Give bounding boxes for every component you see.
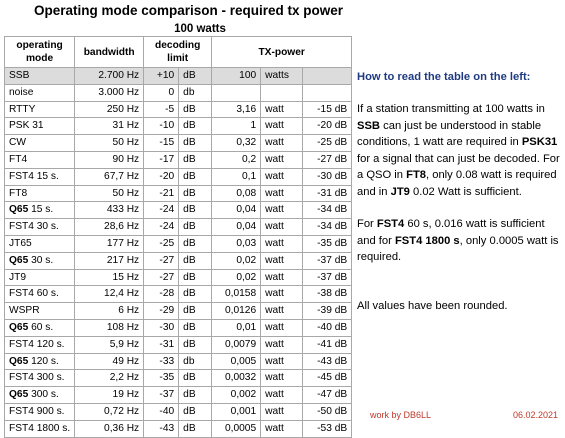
bandwidth-cell: 90 Hz <box>75 151 144 168</box>
tx-power-cell: 0,04 <box>212 219 261 236</box>
header-tx-power: TX-power <box>212 37 352 68</box>
relative-db-cell: -30 dB <box>303 168 352 185</box>
table-row <box>5 135 352 152</box>
mode-cell: FST4 120 s. <box>5 336 75 353</box>
bandwidth-cell: 2.700 Hz <box>75 68 144 85</box>
author-credit: work by DB6LL <box>370 410 432 420</box>
tx-power-cell: 3,16 <box>212 101 261 118</box>
decoding-unit-cell: db <box>179 353 212 370</box>
decoding-unit-cell: dB <box>179 118 212 135</box>
tx-power-cell: 0,005 <box>212 353 261 370</box>
tx-power-cell: 0,03 <box>212 235 261 252</box>
relative-db-cell: -37 dB <box>303 269 352 286</box>
decoding-limit-cell: +10 <box>144 68 179 85</box>
bandwidth-cell: 177 Hz <box>75 235 144 252</box>
mode-cell: FST4 300 s. <box>5 370 75 387</box>
tx-power-unit-cell: watt <box>261 101 303 118</box>
mode-cell: Q65 15 s. <box>5 202 75 219</box>
table-row <box>5 420 352 437</box>
tx-power-unit-cell: watt <box>261 235 303 252</box>
tx-power-unit-cell: watt <box>261 151 303 168</box>
table-body <box>5 68 352 438</box>
mode-cell: WSPR <box>5 303 75 320</box>
decoding-limit-cell: -30 <box>144 319 179 336</box>
tx-power-unit-cell: watt <box>261 303 303 320</box>
table-row <box>5 235 352 252</box>
tx-power-cell: 0,01 <box>212 319 261 336</box>
table-row <box>5 68 352 85</box>
bandwidth-cell: 50 Hz <box>75 135 144 152</box>
decoding-unit-cell: dB <box>179 336 212 353</box>
how-to-read-heading: How to read the table on the left: <box>357 71 531 83</box>
tx-power-cell: 0,0126 <box>212 303 261 320</box>
table-row <box>5 219 352 236</box>
bandwidth-cell: 19 Hz <box>75 387 144 404</box>
decoding-unit-cell: dB <box>179 135 212 152</box>
decoding-unit-cell: dB <box>179 370 212 387</box>
bandwidth-cell: 49 Hz <box>75 353 144 370</box>
decoding-limit-cell: -24 <box>144 202 179 219</box>
table-row <box>5 269 352 286</box>
tx-power-unit-cell: watt <box>261 135 303 152</box>
relative-db-cell <box>303 68 352 85</box>
decoding-unit-cell: dB <box>179 101 212 118</box>
tx-power-unit-cell: watt <box>261 370 303 387</box>
mode-cell: FST4 15 s. <box>5 168 75 185</box>
bandwidth-cell: 433 Hz <box>75 202 144 219</box>
table-row <box>5 101 352 118</box>
bandwidth-cell: 6 Hz <box>75 303 144 320</box>
table-row <box>5 151 352 168</box>
decoding-limit-cell: -20 <box>144 168 179 185</box>
decoding-unit-cell: dB <box>179 185 212 202</box>
decoding-unit-cell: dB <box>179 303 212 320</box>
relative-db-cell: -34 dB <box>303 202 352 219</box>
tx-power-unit-cell: watt <box>261 319 303 336</box>
decoding-limit-cell: 0 <box>144 84 179 101</box>
mode-cell: FST4 900 s. <box>5 403 75 420</box>
decoding-unit-cell: dB <box>179 219 212 236</box>
decoding-unit-cell: dB <box>179 68 212 85</box>
decoding-limit-cell: -28 <box>144 286 179 303</box>
tx-power-cell: 0,001 <box>212 403 261 420</box>
tx-power-unit-cell: watt <box>261 269 303 286</box>
relative-db-cell: -47 dB <box>303 387 352 404</box>
decoding-limit-cell: -21 <box>144 185 179 202</box>
tx-power-cell: 1 <box>212 118 261 135</box>
decoding-limit-cell: -43 <box>144 420 179 437</box>
tx-power-cell: 0,1 <box>212 168 261 185</box>
decoding-unit-cell: dB <box>179 420 212 437</box>
mode-cell: Q65 120 s. <box>5 353 75 370</box>
relative-db-cell: -31 dB <box>303 185 352 202</box>
decoding-unit-cell: dB <box>179 403 212 420</box>
table-row <box>5 387 352 404</box>
tx-power-cell: 0,32 <box>212 135 261 152</box>
tx-power-cell: 0,2 <box>212 151 261 168</box>
header-decoding-limit: decoding limit <box>144 37 212 68</box>
decoding-unit-cell: dB <box>179 151 212 168</box>
mode-comparison-table <box>4 36 352 438</box>
relative-db-cell: -35 dB <box>303 235 352 252</box>
rounding-note: All values have been rounded. <box>357 300 508 312</box>
tx-power-cell: 0,08 <box>212 185 261 202</box>
mode-cell: CW <box>5 135 75 152</box>
bandwidth-cell: 2,2 Hz <box>75 370 144 387</box>
decoding-limit-cell: -27 <box>144 252 179 269</box>
table-row <box>5 84 352 101</box>
decoding-limit-cell: -27 <box>144 269 179 286</box>
header-operating-mode: operating mode <box>5 37 75 68</box>
table-row <box>5 118 352 135</box>
bandwidth-cell: 108 Hz <box>75 319 144 336</box>
tx-power-cell: 0,04 <box>212 202 261 219</box>
page-title: Operating mode comparison - required tx power <box>34 3 344 18</box>
mode-cell: Q65 30 s. <box>5 252 75 269</box>
table-row <box>5 252 352 269</box>
mode-cell: FST4 1800 s. <box>5 420 75 437</box>
mode-cell: FST4 30 s. <box>5 219 75 236</box>
explanation-paragraph-2: For FST4 60 s, 0.016 watt is sufficient and for FST4 1800 s, only 0.0005 watt is required. <box>357 218 559 263</box>
tx-power-unit-cell: watt <box>261 185 303 202</box>
header-bandwidth: bandwidth <box>75 37 144 68</box>
relative-db-cell: -37 dB <box>303 252 352 269</box>
mode-cell: FT4 <box>5 151 75 168</box>
tx-power-unit-cell: watt <box>261 387 303 404</box>
relative-db-cell: -50 dB <box>303 403 352 420</box>
tx-power-cell: 100 <box>212 68 261 85</box>
mode-cell: PSK 31 <box>5 118 75 135</box>
tx-power-unit-cell: watt <box>261 252 303 269</box>
bandwidth-cell: 28,6 Hz <box>75 219 144 236</box>
explanation-paragraph-1: If a station transmitting at 100 watts in SSB can just be understood in stable conditions, 1 watt are required in PSK31 for a signal that can just be decoded. For a QSO in FT8, only 0.08 watt is required and in JT9 0.02 Watt is sufficient. <box>357 103 560 198</box>
tx-power-unit-cell: watt <box>261 202 303 219</box>
bandwidth-cell: 50 Hz <box>75 185 144 202</box>
decoding-limit-cell: -10 <box>144 118 179 135</box>
table-row <box>5 319 352 336</box>
relative-db-cell: -20 dB <box>303 118 352 135</box>
tx-power-unit-cell: watt <box>261 403 303 420</box>
bandwidth-cell: 67,7 Hz <box>75 168 144 185</box>
tx-power-unit-cell <box>261 84 303 101</box>
decoding-unit-cell: dB <box>179 269 212 286</box>
relative-db-cell: -41 dB <box>303 336 352 353</box>
mode-cell: noise <box>5 84 75 101</box>
decoding-limit-cell: -40 <box>144 403 179 420</box>
date-label: 06.02.2021 <box>513 410 559 420</box>
decoding-unit-cell: dB <box>179 387 212 404</box>
decoding-limit-cell: -15 <box>144 135 179 152</box>
relative-db-cell: -15 dB <box>303 101 352 118</box>
bandwidth-cell: 31 Hz <box>75 118 144 135</box>
tx-power-cell: 0,02 <box>212 252 261 269</box>
relative-db-cell: -43 dB <box>303 353 352 370</box>
table-row <box>5 370 352 387</box>
mode-cell: SSB <box>5 68 75 85</box>
relative-db-cell: -25 dB <box>303 135 352 152</box>
decoding-limit-cell: -31 <box>144 336 179 353</box>
tx-power-cell: 0,0005 <box>212 420 261 437</box>
relative-db-cell: -53 dB <box>303 420 352 437</box>
relative-db-cell: -45 dB <box>303 370 352 387</box>
tx-power-unit-cell: watt <box>261 118 303 135</box>
tx-power-unit-cell: watt <box>261 219 303 236</box>
decoding-unit-cell: dB <box>179 202 212 219</box>
tx-power-unit-cell: watts <box>261 68 303 85</box>
relative-db-cell: -40 dB <box>303 319 352 336</box>
tx-power-unit-cell: watt <box>261 168 303 185</box>
bandwidth-cell: 0,72 Hz <box>75 403 144 420</box>
tx-power-unit-cell: watt <box>261 420 303 437</box>
decoding-unit-cell: dB <box>179 319 212 336</box>
decoding-unit-cell: db <box>179 84 212 101</box>
bandwidth-cell: 0,36 Hz <box>75 420 144 437</box>
relative-db-cell <box>303 84 352 101</box>
table-row <box>5 286 352 303</box>
tx-power-cell: 0,0079 <box>212 336 261 353</box>
relative-db-cell: -34 dB <box>303 219 352 236</box>
bandwidth-cell: 12,4 Hz <box>75 286 144 303</box>
table-row <box>5 303 352 320</box>
decoding-limit-cell: -29 <box>144 303 179 320</box>
mode-cell: RTTY <box>5 101 75 118</box>
decoding-limit-cell: -37 <box>144 387 179 404</box>
mode-cell: JT9 <box>5 269 75 286</box>
table-row <box>5 336 352 353</box>
bandwidth-cell: 3.000 Hz <box>75 84 144 101</box>
reference-power-label: 100 watts <box>174 23 226 35</box>
decoding-limit-cell: -24 <box>144 219 179 236</box>
mode-cell: JT65 <box>5 235 75 252</box>
table-row <box>5 353 352 370</box>
bandwidth-cell: 15 Hz <box>75 269 144 286</box>
tx-power-cell <box>212 84 261 101</box>
table-row <box>5 202 352 219</box>
table-row <box>5 185 352 202</box>
relative-db-cell: -27 dB <box>303 151 352 168</box>
tx-power-cell: 0,0032 <box>212 370 261 387</box>
decoding-unit-cell: dB <box>179 235 212 252</box>
mode-cell: FST4 60 s. <box>5 286 75 303</box>
tx-power-unit-cell: watt <box>261 353 303 370</box>
bandwidth-cell: 5,9 Hz <box>75 336 144 353</box>
decoding-unit-cell: dB <box>179 286 212 303</box>
bandwidth-cell: 217 Hz <box>75 252 144 269</box>
tx-power-unit-cell: watt <box>261 336 303 353</box>
table-row <box>5 403 352 420</box>
decoding-unit-cell: dB <box>179 252 212 269</box>
tx-power-cell: 0,0158 <box>212 286 261 303</box>
tx-power-cell: 0,002 <box>212 387 261 404</box>
decoding-limit-cell: -25 <box>144 235 179 252</box>
mode-cell: Q65 60 s. <box>5 319 75 336</box>
table-row <box>5 168 352 185</box>
bandwidth-cell: 250 Hz <box>75 101 144 118</box>
mode-cell: Q65 300 s. <box>5 387 75 404</box>
decoding-limit-cell: -5 <box>144 101 179 118</box>
decoding-limit-cell: -17 <box>144 151 179 168</box>
relative-db-cell: -39 dB <box>303 303 352 320</box>
decoding-unit-cell: dB <box>179 168 212 185</box>
tx-power-cell: 0,02 <box>212 269 261 286</box>
decoding-limit-cell: -35 <box>144 370 179 387</box>
decoding-limit-cell: -33 <box>144 353 179 370</box>
relative-db-cell: -38 dB <box>303 286 352 303</box>
mode-cell: FT8 <box>5 185 75 202</box>
tx-power-unit-cell: watt <box>261 286 303 303</box>
